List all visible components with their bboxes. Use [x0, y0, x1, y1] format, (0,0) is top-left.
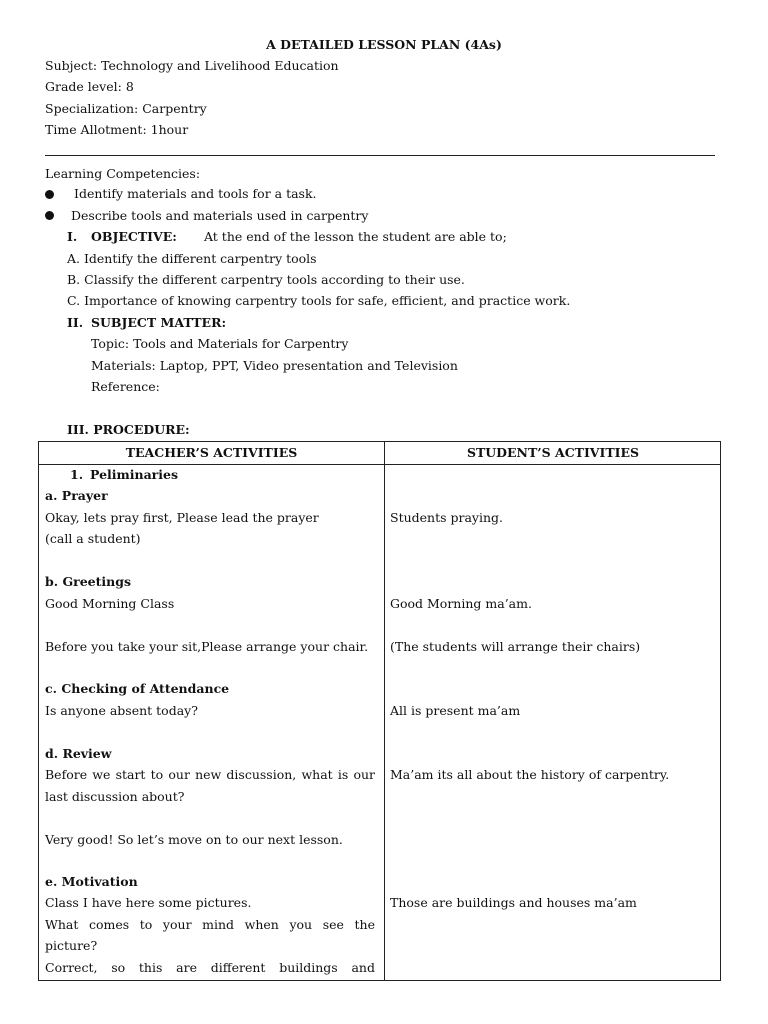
teacher-line: Correct, so this are different buildings and	[45, 960, 375, 975]
objective-text: At the end of the lesson the student are able to;	[204, 229, 507, 244]
teacher-line: Before you take your sit,Please arrange your chair.	[45, 639, 369, 654]
teacher-line: Is anyone absent today?	[45, 703, 198, 718]
teacher-line: What comes to your mind when you see the	[45, 917, 375, 932]
teacher-line: Class I have here some pictures.	[45, 895, 252, 910]
competency-item: Identify materials and tools for a task.	[74, 186, 317, 201]
student-line: Ma’am its all about the history of carpentry.	[390, 767, 670, 782]
teacher-column-header: TEACHER’S ACTIVITIES	[125, 445, 298, 460]
bullet-icon	[45, 211, 54, 220]
teacher-line: Okay, lets pray first, Please lead the prayer	[45, 510, 319, 525]
attendance-heading: c. Checking of Attendance	[45, 681, 230, 696]
bullet-icon	[45, 190, 54, 199]
materials-line: Materials: Laptop, PPT, Video presentation and Television	[91, 358, 458, 373]
procedure-table	[38, 441, 721, 981]
grade-line: Grade level: 8	[45, 79, 134, 94]
student-line: Those are buildings and houses ma’am	[390, 895, 637, 910]
teacher-line: last discussion about?	[45, 789, 185, 804]
subject-line: Subject: Technology and Livelihood Education	[45, 58, 339, 73]
review-heading: d. Review	[45, 746, 112, 761]
student-line: All is present ma’am	[390, 703, 521, 718]
motivation-heading: e. Motivation	[45, 874, 138, 889]
prelim-heading: Peliminaries	[90, 467, 179, 482]
teacher-line: Very good! So let’s move on to our next lesson.	[45, 832, 343, 847]
teacher-line: Before we start to our new discussion, what is our	[45, 767, 375, 782]
column-divider	[384, 442, 385, 980]
subject-matter-label: SUBJECT MATTER:	[91, 315, 227, 330]
objective-label: OBJECTIVE:	[91, 229, 177, 244]
procedure-heading: III. PROCEDURE:	[67, 422, 190, 437]
time-allotment-line: Time Allotment: 1hour	[45, 122, 189, 137]
student-line: Students praying.	[390, 510, 504, 525]
objective-item: B. Classify the different carpentry tools according to their use.	[67, 272, 465, 287]
reference-line: Reference:	[91, 379, 160, 394]
prelim-number: 1.	[70, 467, 84, 482]
objective-numeral: I.	[67, 229, 78, 244]
objective-item: C. Importance of knowing carpentry tools for safe, efficient, and practice work.	[67, 293, 571, 308]
teacher-line: Good Morning Class	[45, 596, 175, 611]
header-divider	[39, 464, 720, 465]
student-column-header: STUDENT’S ACTIVITIES	[466, 445, 640, 460]
teacher-line: picture?	[45, 938, 98, 953]
specialization-line: Specialization: Carpentry	[45, 101, 207, 116]
document-title: A DETAILED LESSON PLAN (4As)	[266, 37, 502, 52]
topic-line: Topic: Tools and Materials for Carpentry	[91, 336, 349, 351]
objective-item: A. Identify the different carpentry tools	[67, 251, 317, 266]
competency-item: Describe tools and materials used in carpentry	[71, 208, 369, 223]
greetings-heading: b. Greetings	[45, 574, 131, 589]
student-line: (The students will arrange their chairs)	[390, 639, 641, 654]
horizontal-rule	[45, 155, 715, 156]
prayer-heading: a. Prayer	[45, 488, 108, 503]
subject-matter-numeral: II.	[67, 315, 84, 330]
competencies-heading: Learning Competencies:	[45, 166, 201, 181]
student-line: Good Morning ma’am.	[390, 596, 532, 611]
teacher-line: (call a student)	[45, 531, 141, 546]
